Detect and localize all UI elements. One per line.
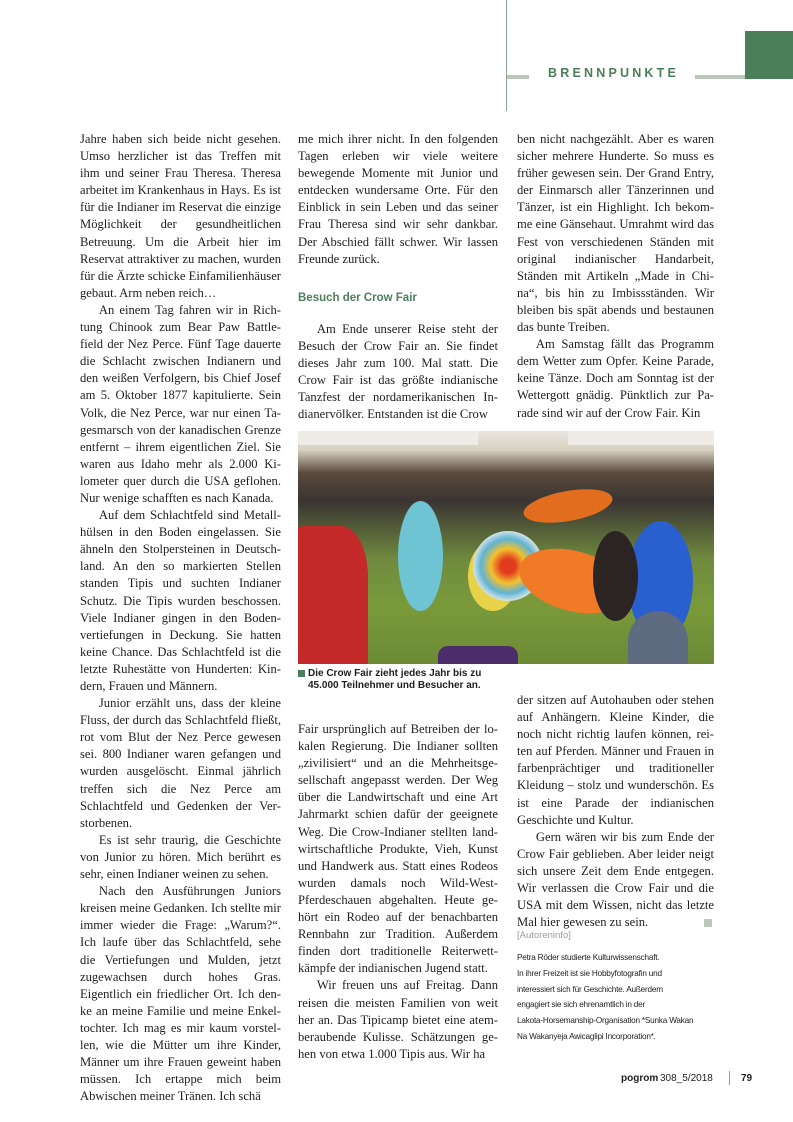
paragraph: Junior erzählt uns, dass der kleine Fluss, der durch das Schlachtfeld fließt, rot vom Blut der Nez Perce gewesen sei. 800 Indianer waren gefangen und wurden ausgelöscht. Einmal jährlich treffen sich die Nez Perce am Schlachtfeld und Gedenken der Verstorbenen. xyxy=(80,696,281,830)
paragraph xyxy=(517,829,714,932)
publication-name: pogrom xyxy=(621,1073,659,1084)
paragraph: der sitzen auf Autohauben oder stehen auf Anhängern. Kleine Kinder, die noch nicht richtig laufen können, reiten auf Pferden. Männer und Frauen in farbenprächtiger und traditioneller Kleidung – stolz und wunderschön. Es ist eine Parade der indianischen Geschichte und Kultur. xyxy=(517,693,714,827)
paragraph: Jahre haben sich beide nicht gesehen. Umso herzlicher ist das Treffen mit ihm und seiner Frau Theresa. Theresa arbeitet im Krankenhaus in Hays. Es ist für die Indianer im Reservat die einzige Möglichkeit der gesundheitlichen Betreuung. Um die Arbeit hier im Reservat attraktiver zu machen, wurden für die Ärzte schicke Einfamilienhäuser gebaut. Arm neben reich… xyxy=(80,132,281,300)
paragraph-text: Gern wären wir bis zum Ende der Crow Fair geblieben. Aber leider neigt sich unsere Zeit dem Ende entgegen. Wir verlassen die Crow Fair und die USA mit dem Wissen, nicht das letzte Mal hier gewesen zu sein. xyxy=(517,829,714,930)
paragraph: Fair ursprünglich auf Betreiben der lokalen Regierung. Die Indianer sollten „zivilisiert“ und an die Mehrheitsgesellschaft angepasst werden. Der Weg über die Landwirtschaft und eine Art Jahrmarkt schien dafür der geeignete Weg. Die Crow-Indianer stellten landwirtschaftliche Produkte, Vieh, Kunst und Handwerk aus. Statt eines Rodeos wurden damals noch Wild-West-Pferdeschauen abgehalten. Heute gehört ein Rodeo auf der benachbarten Rennbahn zur Tradition. Außerdem finden dort traditionelle Reiterwettkämpfe der indianischen Jugend statt. xyxy=(298,722,498,976)
footer-separator xyxy=(729,1071,730,1085)
header-accent-block xyxy=(745,31,793,79)
caption-text: Die Crow Fair zieht jedes Jahr bis zu 45.000 Teilnehmer und Besucher an. xyxy=(308,668,482,691)
paragraph: Auf dem Schlachtfeld sind Metallhülsen in den Boden eingelassen. Sie ähneln den Stolpersteinen in Deutschland. An den so markierten Stellen standen Tipis und suchten Indianer Schutz. Die Tipis wurden beschossen. Viele Indianer gingen in den Bodenvertiefungen in Deckung. Sie hatten keine Chance. Das Schlachtfeld ist die letzte Ruhestätte von Hunderten: Kindern, Frauen und Männern. xyxy=(80,508,281,693)
column-1 xyxy=(80,131,281,1105)
photo-caption xyxy=(298,668,498,691)
author-info-line: Petra Röder studierte Kulturwissenschaft. xyxy=(517,953,660,962)
header-vertical-rule xyxy=(506,0,507,111)
chair-purple xyxy=(438,646,518,664)
paragraph: Am Samstag fällt das Programm dem Wetter zum Opfer. Keine Parade, keine Tänze. Doch am Sonntag ist der Wettergott gnädig. Pünktlich zur Parade sind wir auf der Crow Fair. Kin xyxy=(517,337,714,420)
tent-roof xyxy=(298,431,478,445)
author-info-line: interessiert sich für Geschichte. Außerdem xyxy=(517,984,663,994)
paragraph: Am Ende unserer Reise steht der Besuch der Crow Fair an. Sie findet dieses Jahr zum 100. Mal statt. Die Crow Fair ist das größte indianische Tanzfest der nordamerikanischen Indianervölker. Entstanden ist die Crow xyxy=(298,321,498,422)
page-number: 79 xyxy=(741,1073,753,1084)
paragraph: Es ist sehr traurig, die Geschichte von Junior zu hören. Mich berührt es sehr, einen Indianer weinen zu sehen. xyxy=(80,832,281,882)
author-info-line: engagiert sie sich ehrenamtlich in der xyxy=(517,1000,646,1010)
crow-fair-photo xyxy=(298,431,714,664)
headdress xyxy=(521,483,615,528)
paragraph: me mich ihrer nicht. In den folgenden Tagen erleben wir viele weitere bewegende Momente mit Junior und entdecken wundersame Orte. Für den Einblick in sein Leben und das seiner Frau Theresa sind wir sehr dankbar. Der Abschied fällt schwer. Wir lassen Freunde zurück. xyxy=(298,132,498,266)
child-dancer xyxy=(398,501,443,611)
tent-roof xyxy=(568,431,714,445)
spectator-foreground xyxy=(628,611,688,664)
header-bar-left xyxy=(507,75,529,79)
author-info-line: Na Wakanyeja Awicaglipi Incorporation*. xyxy=(517,1031,656,1041)
author-info-line: In ihrer Freizeit ist sie Hobbyfotografin und xyxy=(517,968,662,978)
author-info-label: [Autoreninfo] xyxy=(517,930,571,941)
paragraph: Nach den Ausführungen Juniors kreisen meine Gedanken. Ich stellte mir immer wieder die Frage: „Warum?“. Ich laufe über das Schlachtfeld, sehe die Vertiefungen und Mulden, jetzt zugewachsen durch hohes Gras. Eigentlich ein friedlicher Ort. Ich denke an meine Familie und meine Enkeltochter. Ich mag es mir kaum vorstellen, wie die Mütter um ihre Kinder, Männer um ihre Frauen geweint haben müssen. Ich ertappe mich beim Abwischen meiner Tränen. Ich schä xyxy=(80,884,281,1104)
end-of-article-square-icon xyxy=(704,919,712,927)
column-3-bottom xyxy=(517,692,714,931)
paragraph: An einem Tag fahren wir in Richtung Chinook zum Bear Paw Battlefield der Nez Perce. Fünf Tage dauerte die Schlacht zwischen Indianern und den weißen Verfolgern, bis Chief Josef am 5. Oktober 1877 kapitulierte. Sein Volk, die Nez Perce, war nur einen Tagesmarsch von der kanadischen Grenze entfernt – ihrem eigentlichen Ziel. Sie waren aus Idaho mehr als 2.000 Kilometer quer durch die USA geflohen. Nur wenige schafften es nach Kanada. xyxy=(80,302,281,505)
paragraph: ben nicht nachgezählt. Aber es waren sicher mehrere Hunderte. So muss es früher gewesen sein. Der Grand Entry, der Einmarsch aller Tänzerinnen und Tänzer, ist ein Highlight. Ich bekomme eine Gänsehaut. Umrahmt wird das Fest von verschiedenen Ständen mit original indianischer Handarbeit, Ständen mit Artikeln „Made in China“, bis hin zu Imbissständen. Wir bleiben bis spät abends und bestaunen das bunte Treiben. xyxy=(517,132,714,335)
issue-number: 308_5/2018 xyxy=(660,1073,713,1084)
author-info-line: Lakota-Horsemanship-Organisation *Sunka Wakan xyxy=(517,1016,694,1026)
subheading: Besuch der Crow Fair xyxy=(298,291,417,304)
column-2-top xyxy=(298,131,498,423)
dancer-dark xyxy=(593,531,638,621)
column-3-top xyxy=(517,131,714,422)
author-info xyxy=(517,950,727,1045)
header-bar-right xyxy=(695,75,747,79)
section-label: BRENNPUNKTE xyxy=(548,66,680,80)
spectator-red-shirt xyxy=(298,526,368,664)
column-2-bottom xyxy=(298,721,498,1063)
paragraph: Wir freuen uns auf Freitag. Dann reisen die meisten Familien von weit her an. Das Tipicamp bietet eine atemberaubende Kulisse. Schätzungen gehen von etwa 1.000 Tipis aus. Wir ha xyxy=(298,978,498,1061)
caption-square-icon xyxy=(298,670,305,677)
